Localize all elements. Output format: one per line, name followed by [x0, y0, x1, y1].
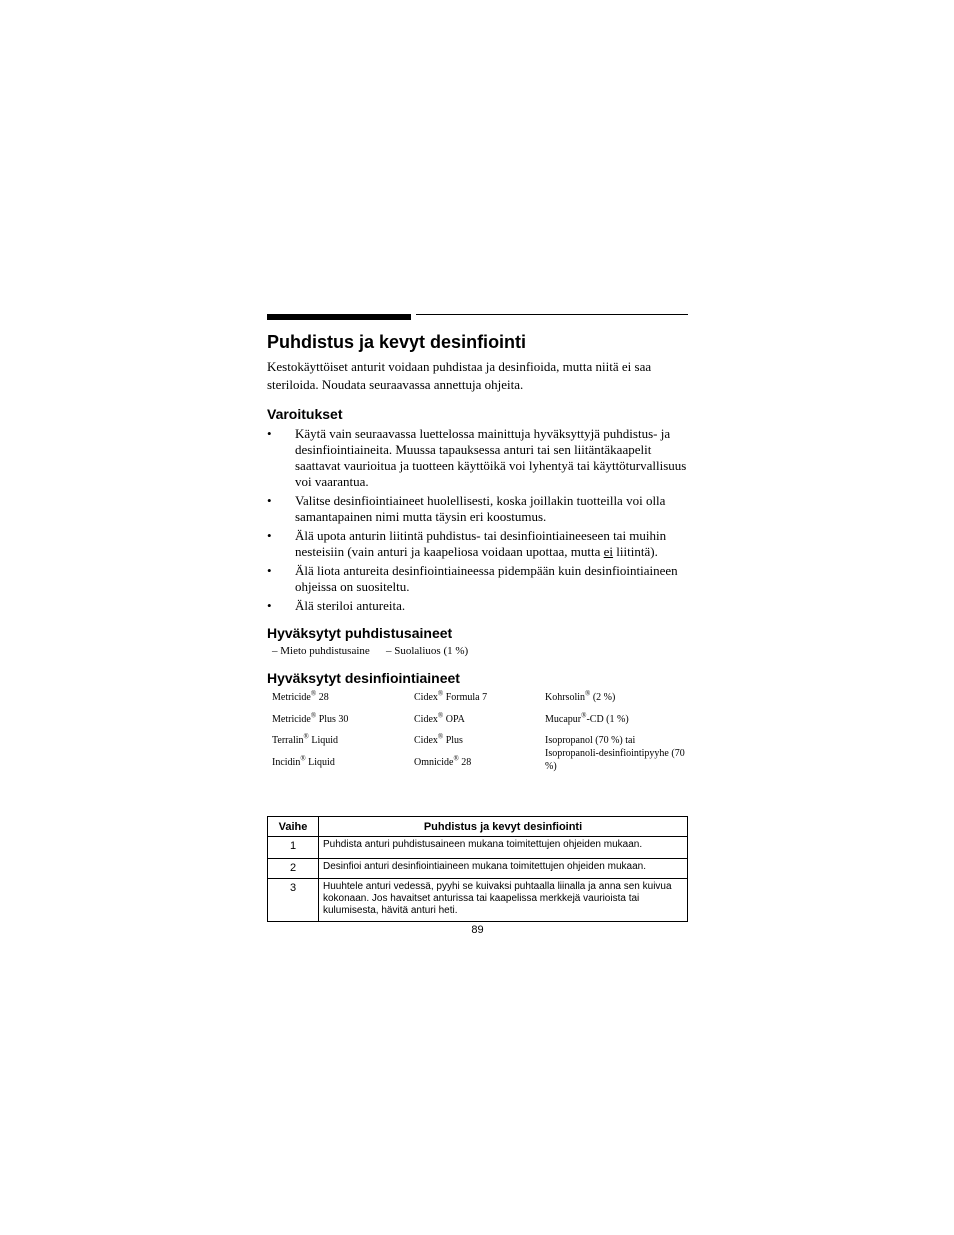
warning-text: Älä upota anturin liitintä puhdistus- tai desinfiointiaineeseen tai muihin nesteisiin (vain anturi ja kaapeliosa voidaan upottaa, mutta — [295, 528, 667, 559]
disinfectant-item — [414, 713, 465, 726]
registered-mark: ® — [310, 689, 317, 698]
bullet-marker: • — [267, 528, 272, 543]
disinfectant-name: Omnicide — [414, 757, 454, 768]
list-item — [267, 528, 688, 560]
disinfectant-name: Cidex — [414, 714, 438, 725]
disinfectant-item — [545, 691, 615, 704]
disinfectant-item — [272, 734, 338, 747]
bullet-marker: • — [267, 426, 272, 441]
section-rule-thin — [416, 314, 688, 315]
disinfectant-item — [414, 734, 463, 747]
list-item — [267, 426, 688, 490]
table-row — [268, 879, 688, 922]
registered-mark: ® — [310, 711, 317, 720]
registered-mark: ® — [437, 689, 444, 698]
warning-underlined-word: ei — [603, 544, 614, 559]
table-header-row — [268, 817, 688, 837]
step-text: Huuhtele anturi vedessä, pyyhi se kuivaksi puhtaalla liinalla ja anna sen kuivua kokonaan. Jos havaitset anturissa tai kaapelissa merkkejä vaurioista tai kulumisesta, hävitä anturi heti. — [319, 879, 688, 922]
disinfectant-item — [272, 713, 348, 726]
bullet-marker: • — [267, 493, 272, 508]
disinfectant-name: Incidin — [272, 757, 301, 768]
disinfectants-heading: Hyväksytyt desinfiointiaineet — [267, 670, 460, 686]
warning-text-tail: liitintä). — [613, 544, 658, 559]
disinfectant-suffix: 28 — [316, 692, 329, 703]
section-rule-thick — [267, 314, 411, 320]
warning-text: Käytä vain seuraavassa luettelossa mainittuja hyväksyttyjä puhdistus- ja desinfiointiaineita. Muussa tapauksessa anturi tai sen liitäntäkaapelit saattavat vaurioitua ja tuotteen käyttöikä voi lyhentyä tai käyttöturvallisuus voi vaarantua. — [295, 426, 687, 489]
disinfectants-grid — [272, 691, 688, 787]
disinfectant-suffix: -CD (1 %) — [586, 714, 629, 725]
registered-mark: ® — [300, 754, 306, 763]
step-number: 2 — [268, 859, 319, 879]
cleaner-item: – Mieto puhdistusaine — [272, 645, 370, 657]
warning-text: Älä steriloi antureita. — [295, 598, 406, 613]
section-rule — [267, 312, 688, 322]
disinfectant-item — [414, 756, 471, 769]
bullet-marker: • — [267, 598, 272, 613]
registered-mark: ® — [453, 754, 459, 763]
table-row — [268, 859, 688, 879]
disinfectant-suffix: Formula 7 — [443, 692, 488, 703]
document-page — [267, 312, 688, 787]
registered-mark: ® — [437, 711, 444, 720]
section-title: Puhdistus ja kevyt desinfiointi — [267, 332, 527, 352]
warnings-list — [267, 426, 688, 614]
list-item — [267, 493, 688, 525]
registered-mark: ® — [581, 711, 587, 720]
disinfectant-item — [414, 691, 487, 704]
disinfectant-item — [272, 756, 335, 769]
disinfectant-name: Terralin — [272, 735, 304, 746]
disinfectant-name: Metricide — [272, 714, 311, 725]
step-text: Puhdista anturi puhdistusaineen mukana toimitettujen ohjeiden mukaan. — [319, 837, 688, 859]
list-item — [267, 598, 688, 614]
disinfectant-suffix: Liquid — [308, 735, 339, 746]
list-item — [267, 563, 688, 595]
cleaners-heading: Hyväksytyt puhdistusaineet — [267, 625, 453, 641]
disinfectant-name: Cidex — [414, 692, 438, 703]
disinfectant-name: Kohrsolin — [545, 692, 585, 703]
disinfectant-item — [272, 691, 329, 704]
step-number: 3 — [268, 879, 319, 922]
disinfectant-isopropanol: Isopropanol (70 %) tai Isopropanoli-desinfiointipyyhe (70 %) — [545, 735, 685, 772]
disinfectant-name: Metricide — [272, 692, 311, 703]
disinfectant-suffix: Liquid — [305, 757, 335, 768]
step-number: 1 — [268, 837, 319, 859]
warning-text: Valitse desinfiointiaineet huolellisesti, koska joillakin tuotteilla voi olla samantapainen nimi mutta täysin eri koostumus. — [295, 493, 666, 524]
cleaners-list — [272, 644, 688, 659]
disinfectant-suffix: 28 — [458, 757, 472, 768]
step-text: Desinfioi anturi desinfiointiaineen mukana toimitettujen ohjeiden mukaan. — [319, 859, 688, 879]
warning-text: Älä liota antureita desinfiointiaineessa pidempään kuin desinfiointiaineen ohjeissa on suositeltu. — [295, 563, 678, 594]
warnings-heading: Varoitukset — [267, 406, 343, 422]
cleaner-item: – Suolaliuos (1 %) — [386, 645, 469, 657]
registered-mark: ® — [585, 689, 591, 698]
registered-mark: ® — [437, 732, 444, 741]
table-row — [268, 837, 688, 859]
disinfectant-suffix: OPA — [443, 714, 465, 725]
column-header-step: Vaihe — [268, 817, 319, 837]
steps-table — [267, 816, 688, 922]
page-number: 89 — [471, 924, 484, 936]
column-header-instruction: Puhdistus ja kevyt desinfiointi — [319, 817, 688, 837]
registered-mark: ® — [303, 732, 309, 741]
disinfectant-suffix: Plus 30 — [316, 714, 349, 725]
disinfectant-name: Cidex — [414, 735, 438, 746]
disinfectant-name: Mucapur — [545, 714, 582, 725]
disinfectant-suffix: (2 %) — [590, 692, 616, 703]
disinfectant-suffix: Plus — [443, 735, 463, 746]
section-intro: Kestokäyttöiset anturit voidaan puhdistaa ja desinfioida, mutta niitä ei saa steriloida. Noudata seuraavassa annettuja ohjeita. — [267, 359, 652, 392]
bullet-marker: • — [267, 563, 272, 578]
disinfectant-item — [545, 713, 629, 726]
